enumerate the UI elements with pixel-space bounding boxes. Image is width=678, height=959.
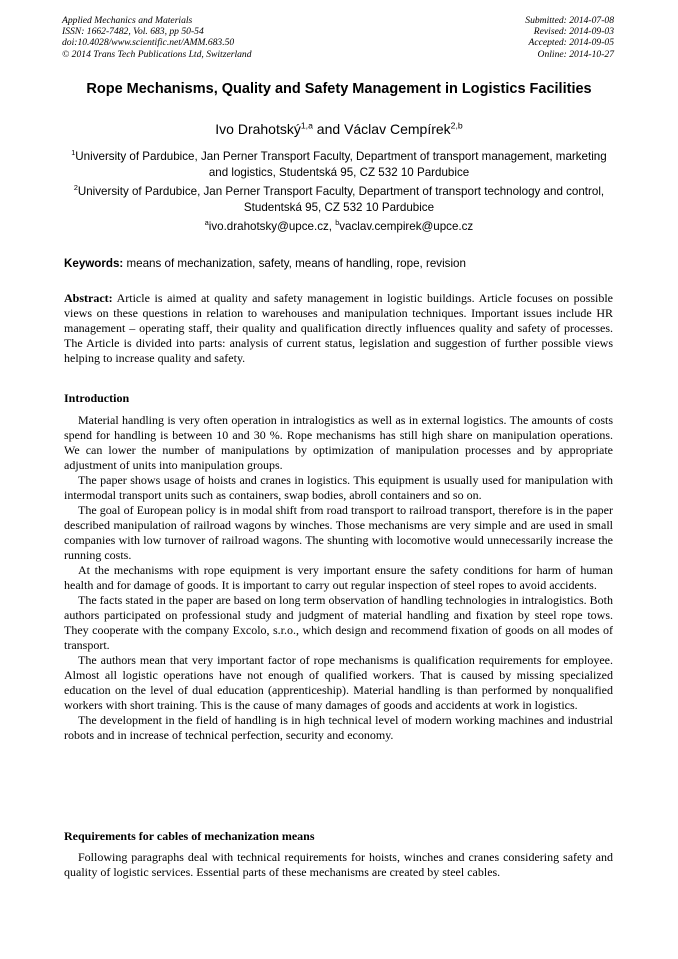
author-list bbox=[64, 120, 614, 138]
intro-paragraph-5: The facts stated in the paper are based on long term observation of handling technologies in intralogistics. Both authors participated on professional study and judgment of material handling and fixation by steel rope tows. They cooperate with the company Excolo, s.r.o., which design and recommend fixation of goods on all modes of transport. bbox=[64, 593, 613, 652]
author-2: Václav Cempírek bbox=[344, 121, 451, 137]
author-2-marker: 2,b bbox=[450, 120, 463, 131]
affiliation-2-marker: 2 bbox=[73, 183, 78, 193]
author-1-marker: 1,a bbox=[300, 120, 313, 131]
email-b-marker: b bbox=[335, 218, 340, 228]
journal-copyright: © 2014 Trans Tech Publications Ltd, Switzerland bbox=[62, 48, 252, 60]
journal-doi: doi:10.4028/www.scientific.net/AMM.683.50 bbox=[62, 37, 235, 49]
intro-paragraph-3: The goal of European policy is in modal shift from road transport to railroad transport, therefore is in the paper described manipulation of railroad wagons by winches. Those mechanisms are very simple and are used in small companies with low turnover of railroad wagons. The shunting with locomotive would unnecessarily increase the running costs. bbox=[64, 503, 613, 562]
affiliation-2 bbox=[64, 184, 614, 215]
author-emails bbox=[64, 219, 614, 235]
journal-issn: ISSN: 1662-7482, Vol. 683, pp 50-54 bbox=[62, 26, 204, 38]
date-online: Online: 2014-10-27 bbox=[537, 48, 614, 60]
journal-name: Applied Mechanics and Materials bbox=[62, 15, 193, 26]
date-submitted: Submitted: 2014-07-08 bbox=[525, 15, 614, 26]
journal-info bbox=[62, 15, 252, 60]
affiliation-1 bbox=[64, 149, 614, 180]
intro-paragraph-7: The development in the field of handling is in high technical level of modern working machines and industrial robots and in increase of technical perfection, security and economy. bbox=[64, 713, 613, 742]
affiliation-2-text: University of Pardubice, Jan Perner Transport Faculty, Department of transport technology and control, Studentská 95, CZ 532 10 Pardubice bbox=[77, 185, 605, 214]
affiliation-1-marker: 1 bbox=[71, 148, 76, 158]
keywords bbox=[64, 256, 614, 271]
email-b[interactable]: vaclav.cempirek@upce.cz bbox=[339, 220, 474, 233]
introduction-body bbox=[64, 413, 613, 743]
intro-paragraph-1: Material handling is very often operation in intralogistics as well as in external logistics. The amounts of costs spend for handling is between 10 and 30 %. Rope mechanisms has still high share on manipulation operations. We can lower the number of manipulations by optimization of manipulation processes and by appropriate adjustment of units into manipulation groups. bbox=[64, 413, 613, 472]
section-heading-introduction: Introduction bbox=[64, 391, 130, 405]
abstract bbox=[64, 291, 613, 366]
abstract-text: Article is aimed at quality and safety management in logistic buildings. Article focuses on possible views on these questions in relation to warehouses and manipulation techniques. Important issues include HR management – operating staff, their quality and qualification directly influences quality and safety of processes. The Article is divided into parts: analysis of current status, legislation and suggestion of further possible views helping to increase quality and safety. bbox=[64, 291, 613, 365]
intro-paragraph-6: The authors mean that very important factor of rope mechanisms is qualification requirements for employee. Almost all logistic operations have not enough of qualified workers. That is caused by missing specialized education on the level of dual education (apprenticeship). Material handling is than performed by nonqualified workers with short training. This is the cause of many damages of goods and accidents at work in logistics. bbox=[64, 653, 613, 712]
section-heading-requirements: Requirements for cables of mechanization means bbox=[64, 829, 315, 843]
keywords-text: means of mechanization, safety, means of handling, rope, revision bbox=[123, 257, 466, 270]
email-a[interactable]: ivo.drahotsky@upce.cz bbox=[208, 220, 329, 233]
intro-paragraph-4: At the mechanisms with rope equipment is very important ensure the safety conditions for harm of human health and for damage of goods. It is important to carry out regular inspection of steel ropes to avoid accidents. bbox=[64, 563, 613, 592]
abstract-paragraph bbox=[64, 291, 613, 366]
date-accepted: Accepted: 2014-09-05 bbox=[528, 37, 614, 49]
requirements-body bbox=[64, 850, 613, 880]
paper-title: Rope Mechanisms, Quality and Safety Management in Logistics Facilities bbox=[86, 81, 592, 97]
affiliation-1-text: University of Pardubice, Jan Perner Transport Faculty, Department of transport management, marketing and logistics, Studentská 95, CZ 532 10 Pardubice bbox=[75, 150, 607, 179]
publication-dates bbox=[525, 15, 614, 60]
author-1: Ivo Drahotský bbox=[215, 121, 301, 137]
keywords-label: Keywords: bbox=[64, 257, 124, 270]
email-separator: , bbox=[328, 220, 336, 233]
date-revised: Revised: 2014-09-03 bbox=[533, 26, 614, 38]
abstract-label: Abstract: bbox=[64, 291, 113, 305]
intro-paragraph-2: The paper shows usage of hoists and cranes in logistics. This equipment is usually used for manipulation with intermodal transport units such as containers, swap bodies, abroll containers and so on. bbox=[64, 473, 613, 502]
author-conjunction: and bbox=[312, 121, 345, 137]
requirements-paragraph-1: Following paragraphs deal with technical requirements for hoists, winches and cranes considering safety and quality of logistic services. Essential parts of these mechanisms are created by steel cables. bbox=[64, 850, 613, 879]
email-a-marker: a bbox=[204, 218, 209, 228]
